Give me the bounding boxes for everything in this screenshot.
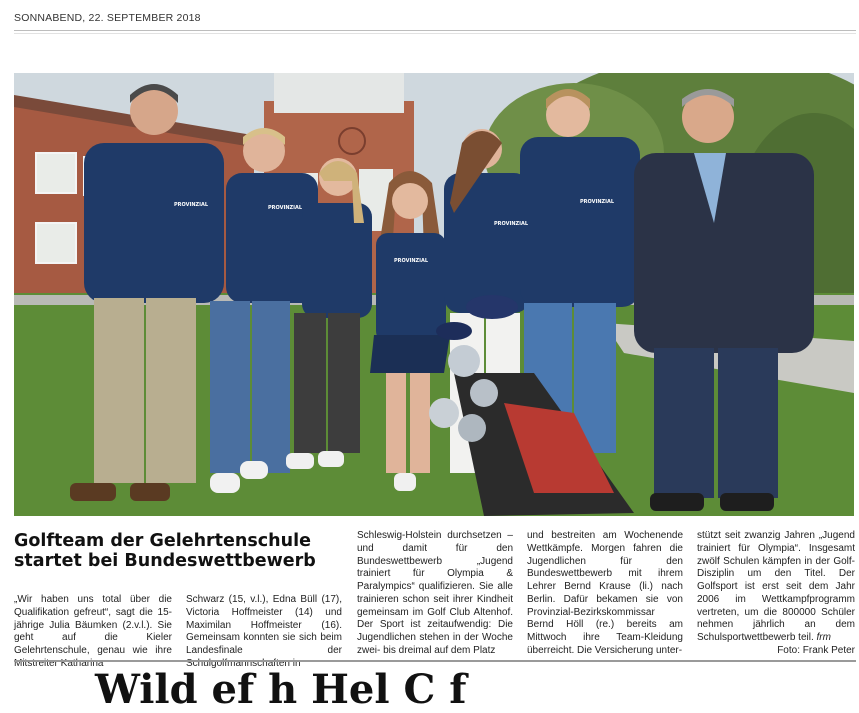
svg-text:PROVINZIAL: PROVINZIAL xyxy=(174,202,209,208)
top-rule-secondary xyxy=(14,33,856,34)
article-photo xyxy=(14,73,854,516)
bottom-rule xyxy=(14,660,856,662)
article-text-col3: Schleswig-Holstein durchsetzen – und damit für den Bundeswettbewerb „Jugend trainiert für Olympia & Paralympics“ qualifizieren. Sie alle trainieren schon seit ihrer Kindheit gemeinsam im Golf Club Altenhof. Der Sport ist zeitaufwendig: Die Jugendlichen stehen in der Woche zwei- bis dreimal auf dem Platz xyxy=(357,530,513,656)
article-column-3 xyxy=(357,530,513,658)
svg-text:PROVINZIAL: PROVINZIAL xyxy=(394,258,429,264)
top-rule xyxy=(14,30,856,31)
article-headline xyxy=(14,531,339,571)
photo-credit: Foto: Frank Peter xyxy=(777,644,855,656)
article-text-col5-body: stützt seit zwanzig Jahren „Jugend trainiert für Olympia“. Insgesamt zwölf Schulen kämpfen in der Golf-Disziplin um den Titel. Der Golfsport ist erst seit dem Jahr 2006 im Wettkampfprogramm vertreten, um die 800000 Schüler nehmen jährlich an dem Schulsportwettbewerb teil. xyxy=(697,530,855,643)
article-text-col2: Schwarz (15, v.l.), Edna Büll (17), Victoria Hoffmeister (14) und Maximilan Hoffmeister (16). Gemeinsam konnten sie sich beim Landesfinale der Schulgolfmannschaften in xyxy=(186,594,342,669)
svg-text:PROVINZIAL: PROVINZIAL xyxy=(580,199,615,205)
author-initials: frm xyxy=(816,632,831,643)
article-text-col5 xyxy=(697,530,855,656)
article-column-5 xyxy=(697,530,855,658)
svg-text:PROVINZIAL: PROVINZIAL xyxy=(494,221,529,227)
svg-text:PROVINZIAL: PROVINZIAL xyxy=(268,205,303,211)
next-article-headline-partial: Wild ef h Hel C f xyxy=(95,666,467,713)
headline-line-2: startet bei Bundeswettbewerb xyxy=(14,551,316,571)
article-text-col1: „Wir haben uns total über die Qualifikation gefreut“, sagt die 15-jährige Julia Bäumken (2.v.l.). Sie geht auf die Kieler Gelehrtenschule, genau wie ihre Mitstreiter Katharina xyxy=(14,594,172,669)
headline-line-1: Golfteam der Gelehrtenschule xyxy=(14,531,311,551)
article-text-col4: und bestreiten am Wochenende Wettkämpfe. Morgen fahren die Jugendlichen für den Bundeswettbewerb mit ihrem Lehrer Bernd Krause (li.) nach Berlin. Dafür bekamen sie von Provinzial-Bezirkskommissar Bernd Höll (re.) bereits am Mittwoch ihre Team-Kleidung überreicht. Die Versicherung unter- xyxy=(527,530,683,656)
article-column-4 xyxy=(527,530,683,658)
dateline: SONNABEND, 22. SEPTEMBER 2018 xyxy=(14,12,201,24)
